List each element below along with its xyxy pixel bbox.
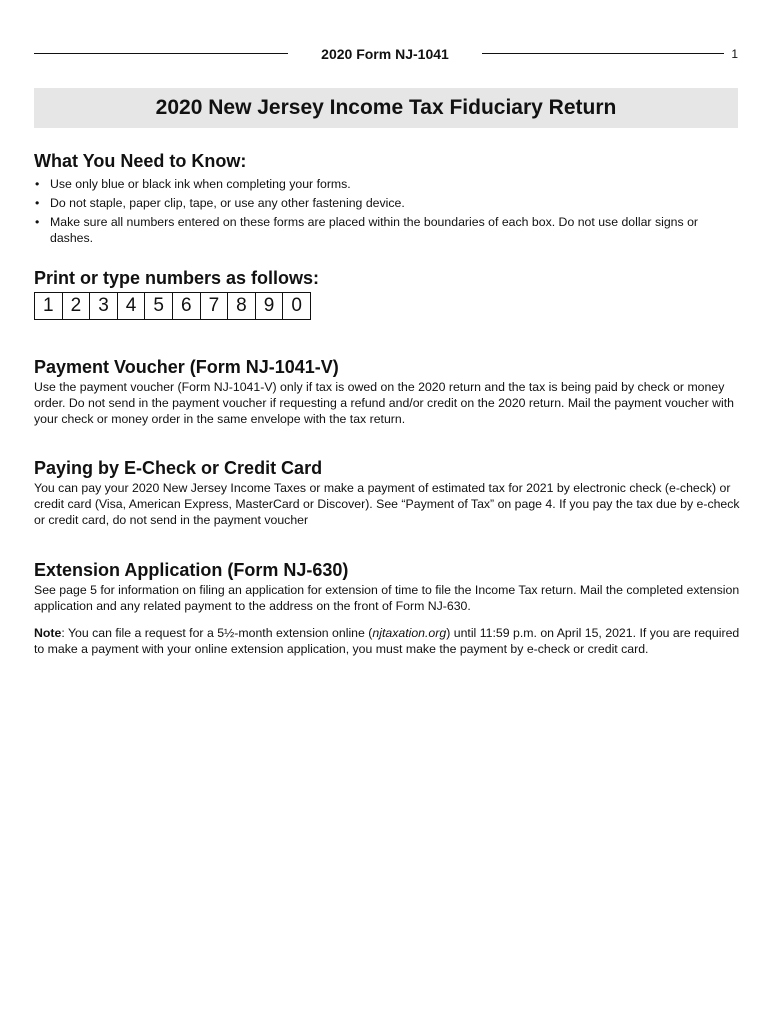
section-text: See page 5 for information on filing an application for extension of time to file the Income Tax return. Mail the completed extension application and any related payment to the address on the front of Form NJ-630. <box>34 583 740 613</box>
header-rule-left <box>34 53 288 54</box>
list-item: • Make sure all numbers entered on these forms are placed within the boundaries of each box. Do not use dollar signs or dashes. <box>35 215 699 245</box>
bullet-icon: • <box>35 215 40 229</box>
section-what-you-need <box>34 149 740 249</box>
digit-box: 4 <box>118 293 146 319</box>
section-print-numbers <box>34 266 740 320</box>
digit-box: 3 <box>90 293 118 319</box>
bullet-list <box>34 176 740 246</box>
section-text: You can pay your 2020 New Jersey Income Taxes or make a payment of estimated tax for 2021 by electronic check (e-check) or credit card (Visa, American Express, MasterCard or Discover). See “Payment of Tax” on page 4. If you pay the tax due by e-check or credit card, do not send in the payment voucher <box>34 481 740 527</box>
note-label: Note <box>34 626 62 640</box>
bullet-icon: • <box>35 196 40 210</box>
note-paragraph: Note: You can file a request for a 5½-month extension online (njtaxation.org) until 11:59 p.m. on April 15, 2021. If you are required to make a payment with your online extension application, you must make the payment by e-check or credit card. <box>34 626 740 656</box>
section-payment-voucher <box>34 355 740 427</box>
page-title: 2020 New Jersey Income Tax Fiduciary Return <box>155 96 617 119</box>
section-heading: What You Need to Know: <box>34 151 247 171</box>
section-text: Use the payment voucher (Form NJ-1041-V) only if tax is owed on the 2020 return and the tax is being paid by check or money order. Do not send in the payment voucher if requesting a refund and/or credit on the 2020 return. Mail the payment voucher with your check or money order in the same envelope with the tax return. <box>34 380 734 426</box>
header-rule-right <box>482 53 724 54</box>
digit-box: 6 <box>173 293 201 319</box>
digit-box: 1 <box>35 293 63 319</box>
section-heading: Extension Application (Form NJ-630) <box>34 560 349 580</box>
digit-box: 5 <box>145 293 173 319</box>
digit-box: 2 <box>63 293 91 319</box>
section-extension <box>34 558 740 657</box>
digit-box: 8 <box>228 293 256 319</box>
website-link[interactable]: njtaxation.org <box>372 626 447 640</box>
title-band <box>34 88 738 128</box>
digit-box: 9 <box>256 293 284 319</box>
section-heading: Print or type numbers as follows: <box>34 268 320 288</box>
digit-box: 0 <box>291 295 302 316</box>
bullet-icon: • <box>35 177 40 191</box>
section-heading: Payment Voucher (Form NJ-1041-V) <box>34 357 339 377</box>
section-heading: Paying by E-Check or Credit Card <box>34 458 323 478</box>
digit-box: 7 <box>201 293 229 319</box>
digit-sample-boxes <box>34 292 311 320</box>
header-form-name: 2020 Form NJ-1041 <box>321 46 449 62</box>
list-item: • Do not staple, paper clip, tape, or use any other fastening device. <box>35 196 405 210</box>
page-header <box>34 44 738 64</box>
list-item: • Use only blue or black ink when completing your forms. <box>35 177 351 191</box>
page-number: 1 <box>731 47 738 61</box>
section-echeck <box>34 456 740 528</box>
